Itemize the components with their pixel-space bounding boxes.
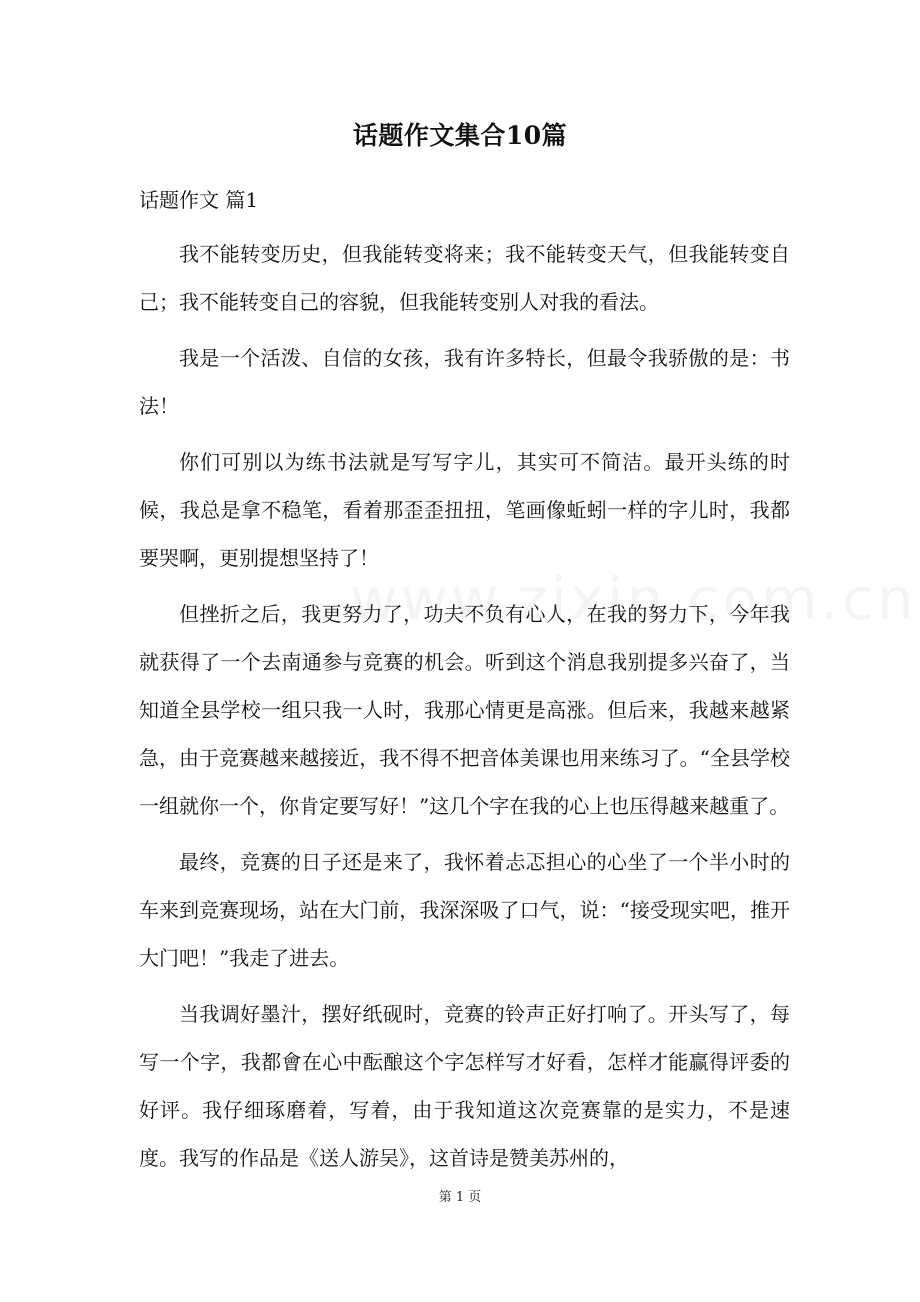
paragraph: 你们可别以为练书法就是写写字儿，其实可不简洁。最开头练的时候，我总是拿不稳笔，看着那歪歪扭扭，笔画像蚯蚓一样的字儿时，我都要哭啊，更别提想坚持了！ — [139, 450, 790, 570]
body-text — [139, 230, 790, 1190]
section-heading: 话题作文 篇1 — [139, 188, 259, 212]
page-number: 第 1 页 — [438, 1190, 482, 1205]
paragraph: 最终，竞赛的日子还是来了，我怀着忐忑担心的心坐了一个半小时的车来到竞赛现场，站在大门前，我深深吸了口气，说：“接受现实吧，推开大门吧！”我走了进去。 — [139, 850, 790, 970]
paragraph: 我是一个活泼、自信的女孩，我有许多特长，但最令我骄傲的是：书法！ — [139, 346, 790, 418]
paragraph: 我不能转变历史，但我能转变将来；我不能转变天气，但我能转变自己；我不能转变自己的容貌，但我能转变别人对我的看法。 — [139, 242, 790, 314]
paragraph: 当我调好墨汁，摆好纸砚时，竞赛的铃声正好打响了。开头写了，每写一个字，我都會在心中酝酿这个字怎样写才好看，怎样才能赢得评委的好评。我仔细琢磨着，写着，由于我知道这次竞赛靠的是实力，不是速度。我写的作品是《送人游吴》，这首诗是赞美苏州的， — [139, 1002, 790, 1170]
document-title: 话题作文集合10篇 — [352, 121, 568, 150]
paragraph: 但挫折之后，我更努力了，功夫不负有心人，在我的努力下，今年我就获得了一个去南通参与竞赛的机会。听到这个消息我别提多兴奋了，当知道全县学校一组只我一人时，我那心情更是高涨。但后来，我越来越紧急，由于竞赛越来越接近，我不得不把音体美课也用来练习了。“全县学校一组就你一个，你肯定要写好！”这几个字在我的心上也压得越来越重了。 — [139, 602, 790, 818]
